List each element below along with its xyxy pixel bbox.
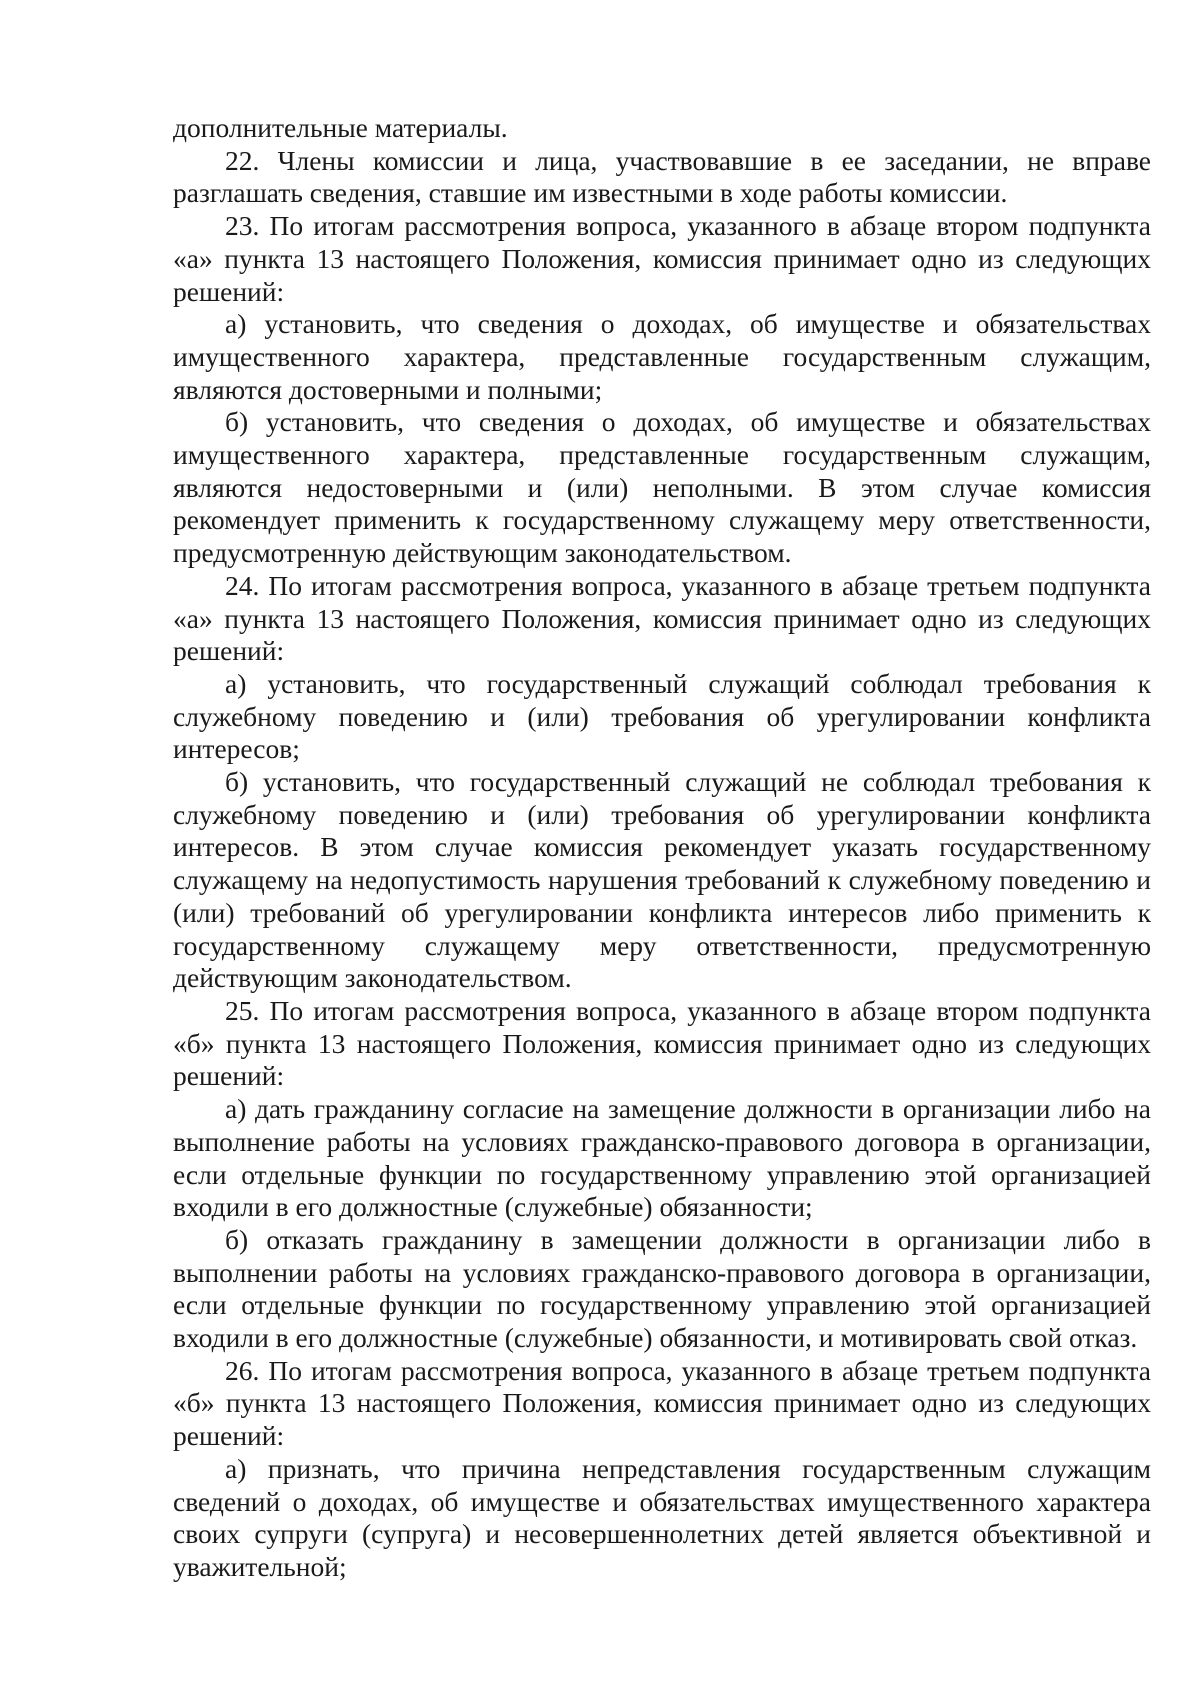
paragraph-26-a: а) признать, что причина непредставления государственным служащим сведений о доходах, об имуществе и обязательствах имущественного характера своих супруги (супруга) и несовершеннолетних детей является объективной и уважительной;: [173, 1452, 1151, 1582]
document-page: [173, 112, 1151, 1584]
paragraph-25-a: а) дать гражданину согласие на замещение должности в организации либо на выполнение работы на условиях гражданско-правового договора в организации, если отдельные функции по государственному управлению этой организацией входили в его должностные (служебные) обязанности;: [173, 1093, 1151, 1223]
paragraph-23-a: а) установить, что сведения о доходах, об имуществе и обязательствах имущественного характера, представленные государственным служащим, являются достоверными и полными;: [173, 308, 1151, 405]
paragraph-25: 25. По итогам рассмотрения вопроса, указанного в абзаце втором подпункта «б» пункта 13 настоящего Положения, комиссия принимает одно из следующих решений:: [173, 994, 1151, 1092]
paragraph-24-a: а) установить, что государственный служащий соблюдал требования к служебному поведению и (или) требования об урегулировании конфликта интересов;: [173, 667, 1151, 765]
paragraph-22: 22. Члены комиссии и лица, участвовавшие в ее заседании, не вправе разглашать сведения, ставшие им известными в ходе работы комиссии.: [173, 144, 1151, 209]
paragraph-26: 26. По итогам рассмотрения вопроса, указанного в абзаце третьем подпункта «б» пункта 13 настоящего Положения, комиссия принимает одно из следующих решений:: [173, 1354, 1151, 1452]
paragraph-23: 23. По итогам рассмотрения вопроса, указанного в абзаце втором подпункта «а» пункта 13 настоящего Положения, комиссия принимает одно из следующих решений:: [173, 210, 1151, 307]
paragraph-25-b: б) отказать гражданину в замещении должности в организации либо в выполнении работы на условиях гражданско-правового договора в организации, если отдельные функции по государственному управлению этой организацией входили в его должностные (служебные) обязанности, и мотивировать свой отказ.: [173, 1223, 1151, 1354]
paragraph-continuation: дополнительные материалы.: [173, 112, 508, 143]
paragraph-23-b: б) установить, что сведения о доходах, об имуществе и обязательствах имущественного характера, представленные государственным служащим, являются недостоверными и (или) неполными. В этом случае комиссия рекомендует применить к государственному служащему меру ответственности, предусмотренную действующим законодательством.: [173, 406, 1151, 569]
paragraph-24: 24. По итогам рассмотрения вопроса, указанного в абзаце третьем подпункта «а» пункта 13 настоящего Положения, комиссия принимает одно из следующих решений:: [173, 569, 1151, 667]
paragraph-24-b: б) установить, что государственный служащий не соблюдал требования к служебному поведению и (или) требования об урегулировании конфликта интересов. В этом случае комиссия рекомендует указать государственному служащему на недопустимость нарушения требований к служебному поведению и (или) требований об урегулировании конфликта интересов либо применить к государственному служащему меру ответственности, предусмотренную действующим законодательством.: [173, 766, 1151, 994]
